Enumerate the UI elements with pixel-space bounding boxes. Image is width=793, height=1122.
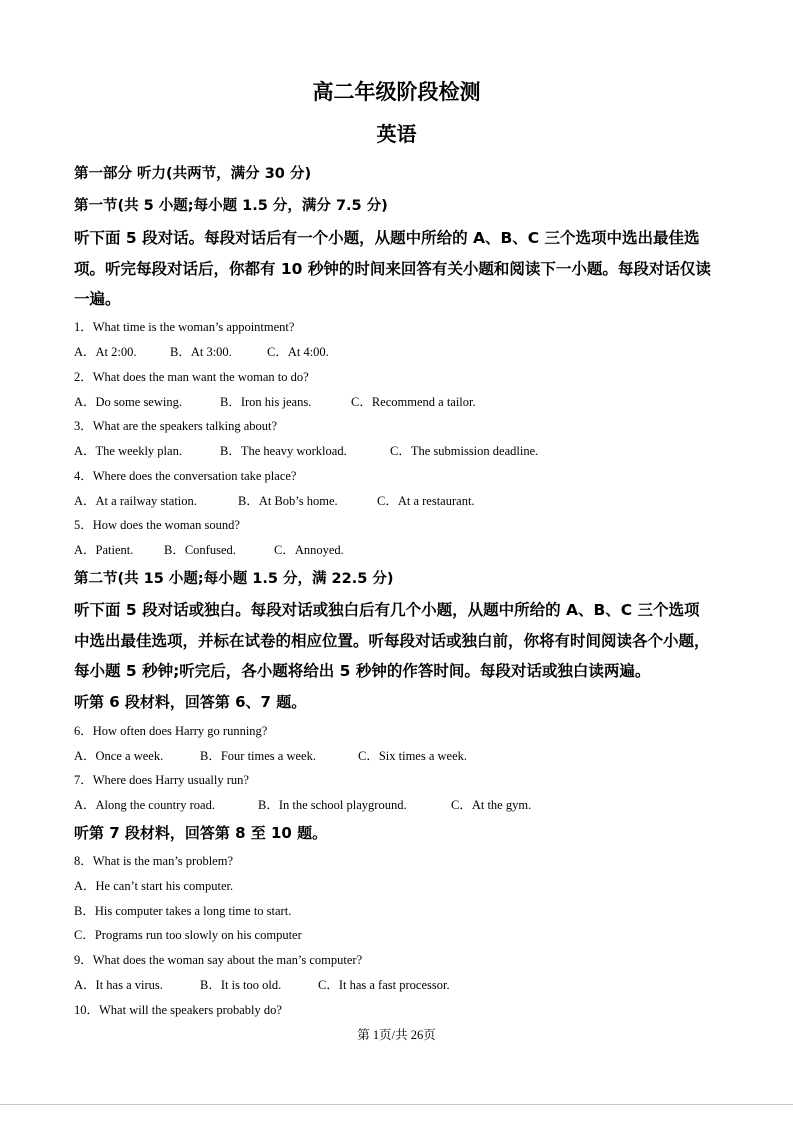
page-footer: 第 1页/共 26页	[357, 1028, 436, 1042]
option-b: B．The heavy workload.	[220, 444, 347, 458]
option-c: C．Recommend a tailor.	[351, 395, 476, 409]
option-a: A．At a railway station.	[74, 494, 197, 508]
material-7-heading: 听第 7 段材料，回答第 8 至 10 题。	[74, 824, 328, 842]
question-6: 6．How often does Harry go running?	[74, 724, 268, 738]
option-c: C．Programs run too slowly on his computer	[74, 928, 302, 942]
option-b: B．Confused.	[164, 543, 236, 557]
option-a: A．At 2:00.	[74, 345, 137, 359]
option-a: A．Once a week.	[74, 749, 164, 763]
question-10: 10．What will the speakers probably do?	[74, 1003, 282, 1017]
instruction-line: 听下面 5 段对话或独白。每段对话或独白后有几个小题，从题中所给的 A、B、C 三个选项	[74, 601, 700, 619]
question-1-options	[74, 342, 329, 360]
option-c: C．It has a fast processor.	[318, 978, 450, 992]
question-7-options	[74, 795, 531, 813]
option-c: C．The submission deadline.	[390, 444, 539, 458]
option-a: A．The weekly plan.	[74, 444, 182, 458]
option-b: B．At 3:00.	[170, 345, 232, 359]
option-a: A．It has a virus.	[74, 978, 163, 992]
instruction-line: 每小题 5 秒钟;听完后，各小题将给出 5 秒钟的作答时间。每段对话或独白读两遍。	[74, 662, 651, 680]
question-6-options	[74, 746, 467, 764]
question-3-options	[74, 441, 538, 459]
question-9-options	[74, 975, 450, 993]
question-7: 7．Where does Harry usually run?	[74, 773, 249, 787]
instruction-line: 中选出最佳选项，并标在试卷的相应位置。听每段对话或独白前，你将有时间阅读各个小题，	[74, 632, 710, 650]
option-c: C．Six times a week.	[358, 749, 468, 763]
instruction-line: 听下面 5 段对话。每段对话后有一个小题，从题中所给的 A、B、C 三个选项中选出最佳选	[74, 229, 700, 247]
option-a: A．Patient.	[74, 543, 134, 557]
material-6-heading: 听第 6 段材料，回答第 6、7 题。	[74, 693, 307, 711]
option-b: B．His computer takes a long time to start.	[74, 904, 292, 918]
option-b: B．In the school playground.	[258, 798, 407, 812]
option-b: B．Four times a week.	[200, 749, 316, 763]
option-a: A．Along the country road.	[74, 798, 215, 812]
exam-title: 高二年级阶段检测	[312, 80, 481, 104]
question-2-options	[74, 392, 476, 410]
option-b: B．Iron his jeans.	[220, 395, 312, 409]
option-b: B．It is too old.	[200, 978, 282, 992]
option-c: C．Annoyed.	[274, 543, 344, 557]
option-c: C．At a restaurant.	[377, 494, 475, 508]
part1-heading: 第一部分 听力(共两节，满分 30 分)	[74, 166, 312, 182]
page-bottom-divider	[0, 1104, 793, 1105]
question-9: 9．What does the woman say about the man’s computer?	[74, 953, 363, 967]
section1-heading: 第一节(共 5 小题;每小题 1.5 分，满分 7.5 分)	[74, 198, 388, 214]
section2-heading: 第二节(共 15 小题;每小题 1.5 分，满 22.5 分)	[74, 571, 394, 587]
question-3: 3．What are the speakers talking about?	[74, 419, 278, 433]
exam-subject: 英语	[376, 122, 417, 146]
instruction-line: 一遍。	[74, 290, 121, 308]
option-a: A．Do some sewing.	[74, 395, 182, 409]
question-5-options	[74, 540, 344, 558]
question-2: 2．What does the man want the woman to do?	[74, 370, 309, 384]
question-8: 8．What is the man’s problem?	[74, 854, 233, 868]
instruction-line: 项。听完每段对话后，你都有 10 秒钟的时间来回答有关小题和阅读下一小题。每段对话仅读	[74, 260, 711, 278]
question-4-options	[74, 491, 475, 509]
option-c: C．At the gym.	[451, 798, 532, 812]
option-b: B．At Bob’s home.	[238, 494, 338, 508]
question-1: 1．What time is the woman’s appointment?	[74, 320, 295, 334]
question-4: 4．Where does the conversation take place?	[74, 469, 297, 483]
option-c: C．At 4:00.	[267, 345, 329, 359]
question-5: 5．How does the woman sound?	[74, 518, 240, 532]
option-a: A．He can’t start his computer.	[74, 879, 234, 893]
